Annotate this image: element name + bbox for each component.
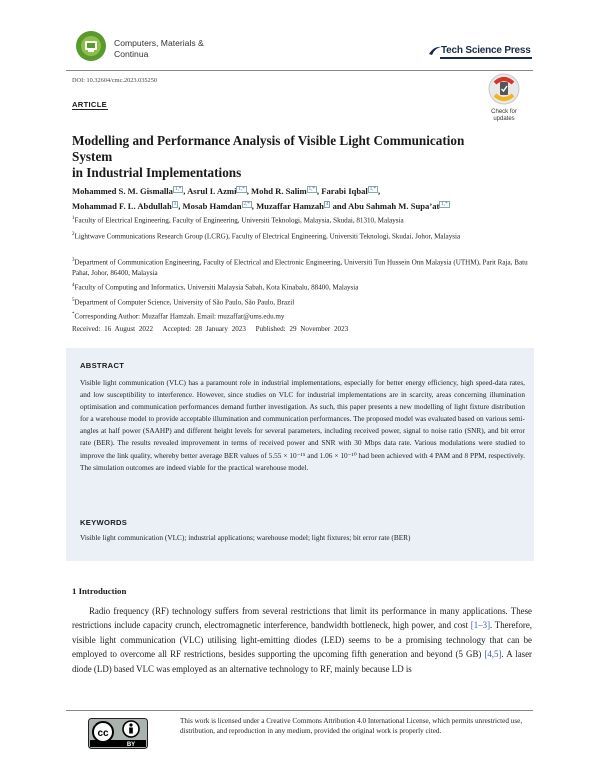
author-affil-marker[interactable]: 2,* xyxy=(243,201,250,207)
header-rule xyxy=(66,70,533,71)
affiliation-1 xyxy=(72,214,532,226)
date-accepted: Accepted: 28 January 2023 xyxy=(162,325,246,333)
license-text: This work is licensed under a Creative Commons Attribution 4.0 International License, which permits unrestricted use, distribution, and reproduction in any medium, provided the original work is properly cited. xyxy=(180,717,523,736)
affiliation-5 xyxy=(72,296,532,308)
author-name[interactable]: Mohd R. Salim xyxy=(251,185,307,196)
author-affil-marker[interactable]: 1,* xyxy=(441,201,448,207)
intro-text-part1: Radio frequency (RF) technology suffers from several restrictions that limit its performance in many applications. These restrictions include capacity crunch, electromagnetic interference, bandwidth bottleneck, high power, and cost xyxy=(72,606,532,631)
affiliation-num: 3 xyxy=(72,258,75,263)
journal-name xyxy=(114,38,204,60)
check-updates-label-2: updates xyxy=(493,116,515,122)
affiliation-num: 2 xyxy=(72,232,75,237)
author-name[interactable]: Muzaffar Hamzah xyxy=(256,200,324,211)
affiliation-num: * xyxy=(72,312,75,317)
author-name[interactable]: Abu Sahmah M. Supa’at xyxy=(348,200,440,211)
author-affil-marker[interactable]: 1,* xyxy=(174,187,182,192)
affiliation-text: Lightwave Communications Research Group (LCRG), Faculty of Electrical Engineering, Universiti Teknologi, Skudai, Johor, Malaysia xyxy=(74,232,461,241)
doi[interactable]: DOI: 10.32604/cmc.2023.035250 xyxy=(72,77,157,84)
check-updates-label-1: Check for xyxy=(491,109,517,115)
journal-name-line1: Computers, Materials & xyxy=(114,38,204,48)
author-name[interactable]: Asrul I. Azmi xyxy=(187,185,237,196)
cc-by-license-icon[interactable] xyxy=(88,718,148,749)
date-received: Received: 16 August 2022 xyxy=(72,325,154,333)
affiliation-2 xyxy=(72,230,482,242)
author-line-2: Mohammad F. L. Abdullah $^3$ , Mosab Hamdan $^{2,*}$ , Muzaffar Hamzah $^4$ and Abu Sahmah M. Supa’at $^{1,*}$ xyxy=(72,200,448,211)
author-affil-marker[interactable]: 4 xyxy=(325,201,329,207)
article-label-underline xyxy=(72,109,108,110)
affiliation-text: Faculty of Computing and Informatics, Universiti Malaysia Sabah, Kota Kinabalu, 88400, Malaysia xyxy=(74,283,359,292)
author-affil-marker[interactable]: 1,* xyxy=(308,187,315,192)
section-heading-introduction: 1 Introduction xyxy=(72,586,127,596)
journal-name-line2: Continua xyxy=(114,49,149,59)
keywords-text: Visible light communication (VLC); industrial applications; warehouse model; light fixtures; bit error rate (BER) xyxy=(80,533,411,542)
affiliation-3 xyxy=(72,256,538,278)
article-title xyxy=(72,133,492,181)
article-title-line1: Modelling and Performance Analysis of Visible Light Communication System xyxy=(72,133,465,164)
citation-link[interactable]: [4,5] xyxy=(484,649,502,660)
author-and: and xyxy=(332,200,347,211)
intro-text-part2: . Therefore, visible light communication (VLC) utilising light-emitting diodes (LED) seems to be a promising technology that can be employed to overcome all RF restrictions, besides supporting the upcoming fifth generation and beyond (5 GB) xyxy=(72,620,532,660)
publisher-name: Tech Science Press xyxy=(441,45,531,56)
author-name[interactable]: Mosab Hamdan xyxy=(182,200,242,211)
publisher-underline xyxy=(440,57,532,59)
publisher-swoosh-icon xyxy=(428,45,442,56)
author-affil-marker[interactable]: 1,* xyxy=(369,187,377,192)
svg-text:cc: cc xyxy=(97,728,109,739)
author-affil-marker[interactable]: 3 xyxy=(173,201,177,207)
cc-by-label: BY xyxy=(126,742,136,748)
affiliation-num: 4 xyxy=(72,283,75,288)
abstract-heading: ABSTRACT xyxy=(80,361,125,370)
author-list xyxy=(72,183,532,213)
corresponding-author xyxy=(72,310,532,322)
keywords-heading: KEYWORDS xyxy=(80,518,128,527)
affiliation-num: 5 xyxy=(72,298,75,303)
article-label: ARTICLE xyxy=(72,100,108,109)
affiliation-text: Department of Computer Science, University of São Paulo, São Paulo, Brazil xyxy=(74,298,295,307)
affiliation-4 xyxy=(72,281,532,293)
introduction-paragraph xyxy=(72,604,532,676)
author-name[interactable]: Mohammed S. M. Gismalla xyxy=(72,185,173,196)
affiliation-text: Department of Communication Engineering, Faculty of Electrical and Electronic Engineering, Universiti Tun Hussein Onn Malaysia (UTHM), Parit Raja, Batu Pahat, Johor, 86400, Malaysia xyxy=(72,258,528,277)
intro-text-part3: . A laser diode (LD) based VLC was employed as an alternative technology to RF, mainly because LD is xyxy=(72,649,532,674)
author-name[interactable]: Farabi Iqbal xyxy=(321,185,368,196)
author-line-1: Mohammed S. M. Gismalla $^{1,*}$ , Asrul I. Azmi $^{1,*}$ , Mohd R. Salim $^{1,*}$ , Farabi Iqbal $^{1,*}$ , xyxy=(72,185,381,196)
citation-link[interactable]: [1–3] xyxy=(470,620,491,631)
article-title-line2: in Industrial Implementations xyxy=(72,165,242,180)
affiliation-text: Faculty of Electrical Engineering, Faculty of Engineering, Universiti Teknologi, Malaysia, Skudai, 81310, Malaysia xyxy=(74,216,404,225)
date-published: Published: 29 November 2023 xyxy=(255,325,349,333)
journal-logo-icon xyxy=(75,30,107,62)
author-name[interactable]: Mohammad F. L. Abdullah xyxy=(72,200,172,211)
affiliation-num: 1 xyxy=(72,216,75,221)
footer-rule xyxy=(66,710,533,711)
author-affil-marker[interactable]: 1,* xyxy=(238,187,245,192)
abstract-text: Visible light communication (VLC) has a paramount role in industrial implementations, especially for better energy efficiency, high speed-data rates, and low susceptibility to interference. However, since studies on VLC for industrial implementations are in scarcity, areas concerning illumination optimisation and communication performances demand further investigation. As such, this paper presents a new modelling of light fixture distribution for a warehouse model to provide acceptable illumination and communication performances. The proposed model was evaluated based on various semi-angles at half power (SAAHP) and different height levels for several parameters, including received power, signal to noise ratio (SNR), and bit error rate (BER). The results revealed improvement in terms of received power and SNR with 30 Mbps data rate. Various modulations were studied to improve the link quality, whereby better average BER values of 5.55 × 10⁻¹⁵ and 1.06 × 10⁻¹⁰ had been achieved with 4 PAM and 8 PPM, respectively. The simulation outcomes are indeed viable for the practical warehouse model. xyxy=(80,378,525,472)
affiliation-text: Corresponding Author: Muzaffar Hamzah. Email: muzaffar@ums.edu.my xyxy=(74,312,285,321)
article-dates xyxy=(72,325,354,333)
check-for-updates-icon[interactable] xyxy=(485,72,523,124)
